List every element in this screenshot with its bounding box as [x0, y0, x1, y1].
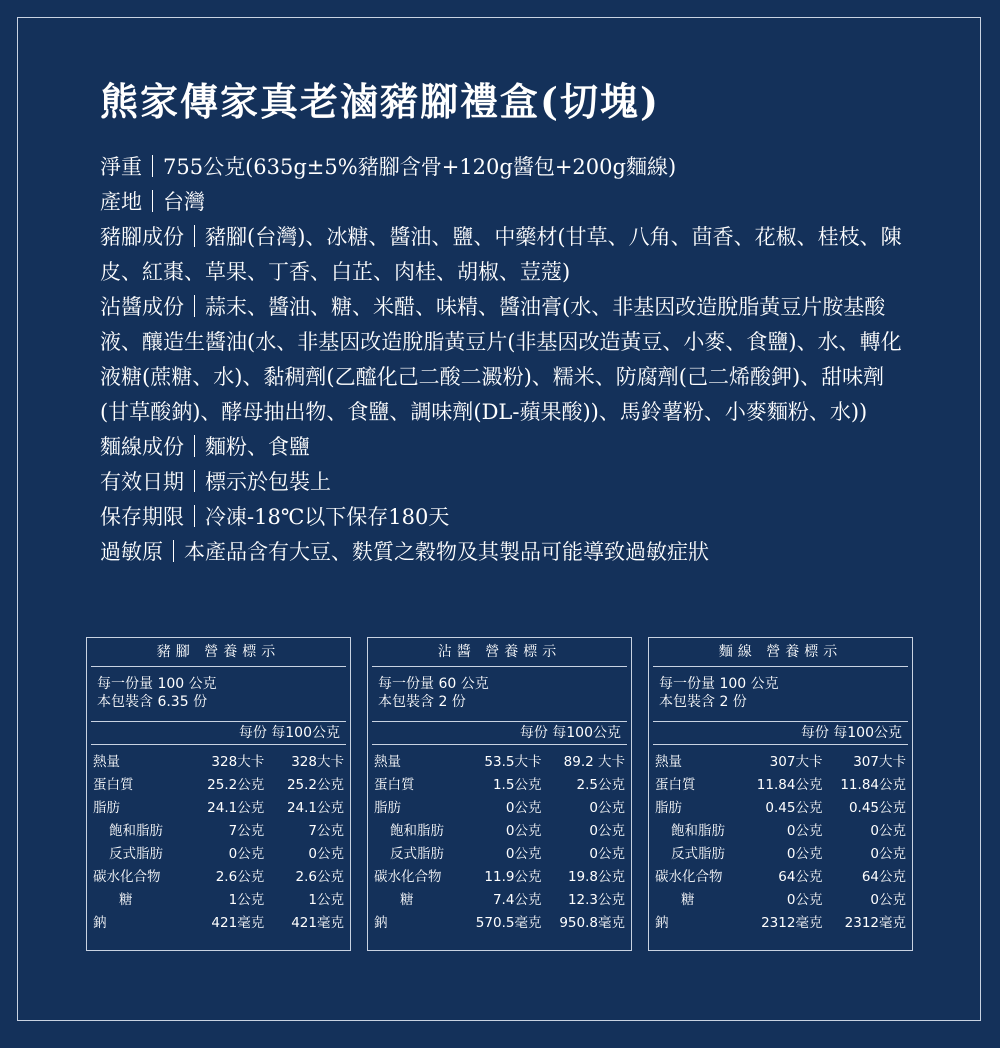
per-100g-value: 0公克	[308, 846, 344, 862]
nutrient-name: 脂肪	[655, 800, 682, 816]
info-value: 台灣	[163, 190, 205, 214]
table-row	[655, 843, 906, 866]
table-row	[374, 889, 625, 912]
panel-title: 麵線 營養標示	[653, 638, 908, 667]
info-label: 過敏原	[100, 540, 163, 564]
per-100g-value: 0公克	[589, 823, 625, 839]
info-value: 755公克(635g±5%豬腳含骨+120g醬包+200g麵線)	[163, 155, 677, 179]
nutrition-panel-noodle	[648, 637, 913, 951]
info-value: 蒜末、醬油、糖、米醋、味精、醬油膏(水、非基因改造脫脂黃豆片胺基酸液、釀造生醬油(水、非基因改造脫脂黃豆片(非基因改造黃豆、小麥、食鹽)、水、轉化液糖(蔗糖、水)、黏稠劑(乙醯化己二酸二澱粉)、糯米、防腐劑(己二烯酸鉀)、甜味劑(甘草酸鈉)、酵母抽出物、食鹽、調味劑(DL-蘋果酸))、馬鈴薯粉、小麥麵粉、水))	[100, 295, 902, 424]
per-100g-value: 0公克	[589, 846, 625, 862]
nutrient-name: 飽和脂肪	[109, 823, 163, 839]
per-100g-value: 11.84公克	[840, 777, 906, 793]
nutrient-name: 糖	[119, 892, 133, 908]
nutrient-name: 鈉	[655, 915, 669, 931]
info-origin	[100, 185, 910, 220]
nutrient-name: 反式脂肪	[671, 846, 725, 862]
per-100g-value: 12.3公克	[567, 892, 625, 908]
table-row	[655, 912, 906, 935]
per-100g-value: 421毫克	[291, 915, 344, 931]
divider	[173, 540, 174, 562]
per-serving-value: 0公克	[786, 892, 823, 908]
per-100g-value: 0公克	[870, 892, 906, 908]
per-100g-value: 950.8毫克	[559, 915, 625, 931]
panel-title: 沾醬 營養標示	[372, 638, 627, 667]
nutrient-name: 脂肪	[374, 800, 401, 816]
nutrient-name: 碳水化合物	[374, 869, 442, 885]
info-label: 產地	[100, 190, 142, 214]
info-expiry	[100, 465, 910, 500]
per-serving-value: 24.1公克	[207, 800, 265, 816]
info-label: 沾醬成份	[100, 295, 184, 319]
table-row	[374, 912, 625, 935]
table-row	[374, 843, 625, 866]
info-label: 豬腳成份	[100, 225, 184, 249]
per-100g-value: 0.45公克	[848, 800, 906, 816]
nutrient-name: 糖	[681, 892, 695, 908]
table-row	[655, 866, 906, 889]
per-100g-value: 64公克	[861, 869, 906, 885]
divider	[152, 155, 153, 177]
per-100g-value: 1公克	[308, 892, 344, 908]
per-100g-value: 307大卡	[853, 754, 906, 770]
table-row	[374, 774, 625, 797]
per-serving-value: 0公克	[786, 823, 823, 839]
nutrition-panel-pork	[86, 637, 351, 951]
per-serving-value: 11.9公克	[484, 869, 542, 885]
info-value: 標示於包裝上	[205, 470, 331, 494]
per-serving-value: 0公克	[786, 846, 823, 862]
per-100g-value: 19.8公克	[567, 869, 625, 885]
table-row	[655, 797, 906, 820]
per-serving-value: 64公克	[778, 869, 823, 885]
per-serving-value: 1.5公克	[492, 777, 542, 793]
info-noodle-ingredients	[100, 430, 910, 465]
per-serving-value: 53.5大卡	[484, 754, 542, 770]
per-100g-value: 0公克	[589, 800, 625, 816]
nutrient-name: 熱量	[374, 754, 401, 770]
per-serving-value: 7公克	[228, 823, 265, 839]
info-sauce-ingredients	[100, 290, 910, 430]
divider	[152, 190, 153, 212]
nutrient-name: 碳水化合物	[655, 869, 723, 885]
column-header: 每份 每100公克	[91, 721, 346, 745]
servings-per-pack: 本包裝含 2 份	[659, 694, 747, 710]
info-net-weight	[100, 150, 910, 185]
table-row	[93, 751, 344, 774]
info-value: 豬腳(台灣)、冰糖、醬油、鹽、中藥材(甘草、八角、茴香、花椒、桂枝、陳皮、紅棗、草果、丁香、白芷、肉桂、胡椒、荳蔻)	[100, 225, 902, 284]
per-serving-value: 0公克	[505, 823, 542, 839]
nutrient-name: 熱量	[93, 754, 120, 770]
column-header: 每份 每100公克	[372, 721, 627, 745]
table-row	[93, 866, 344, 889]
per-serving-value: 25.2公克	[207, 777, 265, 793]
nutrient-name: 蛋白質	[93, 777, 134, 793]
table-row	[93, 889, 344, 912]
info-label: 淨重	[100, 155, 142, 179]
per-serving-value: 0公克	[228, 846, 265, 862]
per-serving-value: 307大卡	[769, 754, 823, 770]
info-storage	[100, 500, 910, 535]
divider	[194, 435, 195, 457]
nutrient-name: 反式脂肪	[109, 846, 163, 862]
per-100g-value: 2.6公克	[295, 869, 344, 885]
nutrient-name: 脂肪	[93, 800, 120, 816]
table-row	[655, 751, 906, 774]
table-row	[93, 912, 344, 935]
serving-size: 每一份量 100 公克	[659, 676, 779, 692]
per-serving-value: 2.6公克	[215, 869, 265, 885]
nutrient-name: 蛋白質	[374, 777, 415, 793]
per-serving-value: 0公克	[505, 800, 542, 816]
nutrient-name: 鈉	[93, 915, 107, 931]
column-header: 每份 每100公克	[653, 721, 908, 745]
info-allergen	[100, 535, 910, 570]
table-row	[374, 751, 625, 774]
nutrition-table	[93, 751, 344, 935]
table-row	[655, 774, 906, 797]
serving-info	[649, 667, 912, 711]
serving-info	[368, 667, 631, 711]
nutrient-name: 熱量	[655, 754, 682, 770]
table-row	[374, 797, 625, 820]
nutrient-name: 蛋白質	[655, 777, 696, 793]
info-label: 有效日期	[100, 470, 184, 494]
per-serving-value: 0公克	[505, 846, 542, 862]
nutrient-name: 飽和脂肪	[671, 823, 725, 839]
per-serving-value: 1公克	[228, 892, 265, 908]
serving-info	[87, 667, 350, 711]
nutrient-name: 反式脂肪	[390, 846, 444, 862]
info-pork-ingredients	[100, 220, 910, 290]
table-row	[374, 820, 625, 843]
serving-size: 每一份量 100 公克	[97, 676, 217, 692]
per-serving-value: 328大卡	[211, 754, 265, 770]
per-serving-value: 421毫克	[211, 915, 265, 931]
table-row	[655, 889, 906, 912]
nutrition-table	[374, 751, 625, 935]
divider	[194, 295, 195, 317]
per-serving-value: 570.5毫克	[475, 915, 542, 931]
servings-per-pack: 本包裝含 6.35 份	[97, 694, 208, 710]
serving-size: 每一份量 60 公克	[378, 676, 489, 692]
divider	[194, 225, 195, 247]
product-info	[100, 150, 910, 570]
table-row	[93, 843, 344, 866]
table-row	[93, 820, 344, 843]
per-100g-value: 328大卡	[291, 754, 344, 770]
nutrition-panel-sauce	[367, 637, 632, 951]
per-100g-value: 25.2公克	[286, 777, 344, 793]
table-row	[93, 797, 344, 820]
nutrient-name: 鈉	[374, 915, 388, 931]
divider	[194, 505, 195, 527]
table-row	[655, 820, 906, 843]
per-100g-value: 2312毫克	[844, 915, 906, 931]
info-label: 麵線成份	[100, 435, 184, 459]
per-serving-value: 11.84公克	[756, 777, 823, 793]
divider	[194, 470, 195, 492]
per-100g-value: 0公克	[870, 823, 906, 839]
per-serving-value: 7.4公克	[492, 892, 542, 908]
panel-title: 豬腳 營養標示	[91, 638, 346, 667]
per-100g-value: 24.1公克	[286, 800, 344, 816]
info-value: 麵粉、食鹽	[205, 435, 310, 459]
info-value: 冷凍-18℃以下保存180天	[205, 505, 450, 529]
per-100g-value: 7公克	[308, 823, 344, 839]
nutrient-name: 糖	[400, 892, 414, 908]
per-100g-value: 89.2 大卡	[563, 754, 625, 770]
nutrient-name: 飽和脂肪	[390, 823, 444, 839]
per-serving-value: 2312毫克	[761, 915, 823, 931]
info-label: 保存期限	[100, 505, 184, 529]
per-100g-value: 2.5公克	[576, 777, 625, 793]
per-100g-value: 0公克	[870, 846, 906, 862]
table-row	[93, 774, 344, 797]
servings-per-pack: 本包裝含 2 份	[378, 694, 466, 710]
product-title: 熊家傳家真老滷豬腳禮盒(切塊)	[100, 79, 660, 124]
table-row	[374, 866, 625, 889]
per-serving-value: 0.45公克	[765, 800, 823, 816]
info-value: 本產品含有大豆、麩質之穀物及其製品可能導致過敏症狀	[184, 540, 709, 564]
nutrition-table	[655, 751, 906, 935]
nutrient-name: 碳水化合物	[93, 869, 161, 885]
